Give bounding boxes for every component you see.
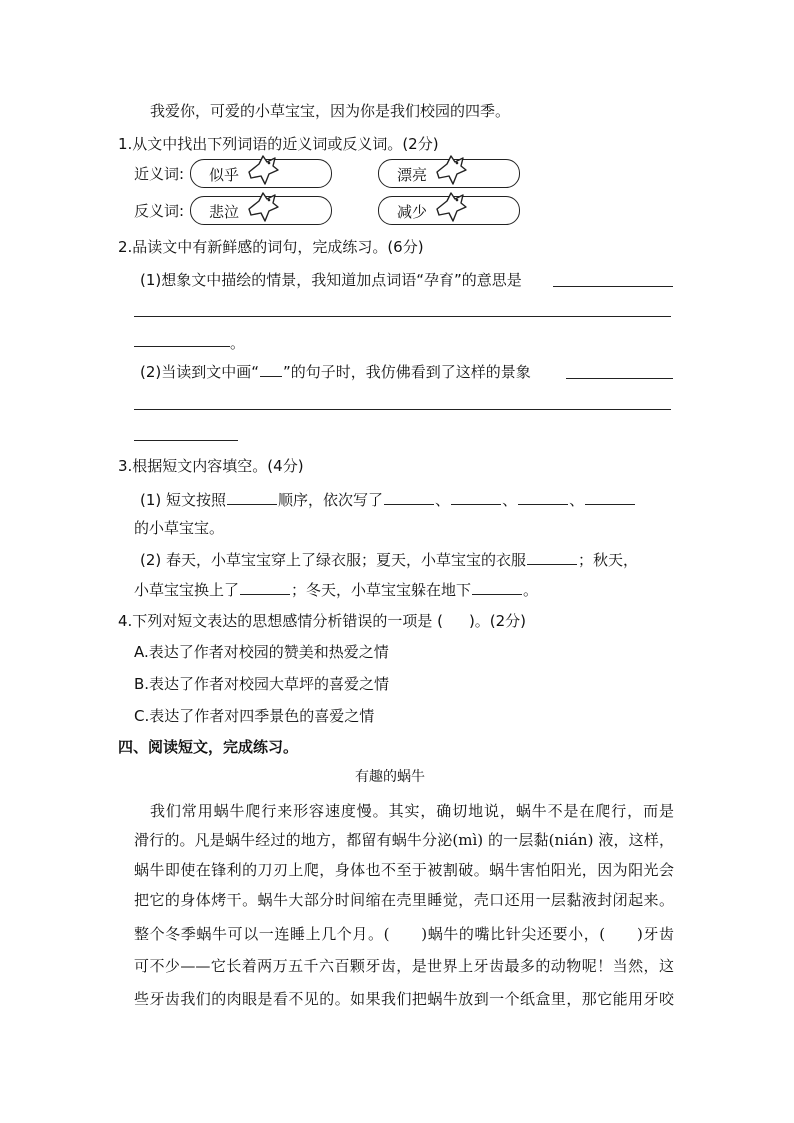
q4-title bbox=[118, 611, 526, 631]
antonym-label: 反义词: bbox=[134, 202, 185, 220]
q2-part1-end: 。 bbox=[230, 334, 246, 352]
q3-text: (1) 短文按照 bbox=[140, 491, 227, 509]
answer-line[interactable] bbox=[384, 490, 434, 505]
bird-icon bbox=[245, 154, 281, 188]
q2-part1: (1)想象文中描绘的情景，我知道加点词语“孕育”的意思是 bbox=[140, 271, 522, 289]
q4-option-b[interactable]: B.表达了作者对校园大草坪的喜爱之情 bbox=[134, 675, 390, 693]
word-box-2[interactable] bbox=[378, 159, 520, 188]
answer-line[interactable] bbox=[585, 490, 635, 505]
q1-title: 1.从文中找出下列词语的近义词或反义词。(2分) bbox=[118, 135, 439, 153]
passage-line: 滑行的。凡是蜗牛经过的地方，都留有蜗牛分泌(mì) 的一层黏(nián) 液，这样， bbox=[134, 831, 674, 849]
word-box-1[interactable] bbox=[190, 159, 332, 188]
separator: 、 bbox=[435, 491, 451, 509]
q2-title: 2.品读文中有新鲜感的词句，完成练习。(6分) bbox=[118, 238, 424, 256]
passage-title: 有趣的蜗牛 bbox=[355, 769, 425, 785]
answer-line[interactable] bbox=[566, 378, 673, 379]
passage-line: 蜗牛即使在锋利的刀刃上爬，身体也不至于被割破。蜗牛害怕阳光，因为阳光会 bbox=[134, 861, 674, 879]
word-box-3[interactable] bbox=[190, 196, 332, 225]
q3-title: 3.根据短文内容填空。(4分) bbox=[118, 457, 304, 475]
answer-line[interactable] bbox=[553, 286, 673, 287]
bird-icon bbox=[245, 191, 281, 225]
answer-line[interactable] bbox=[134, 316, 671, 317]
answer-line[interactable] bbox=[134, 346, 230, 347]
passage-line: 把它的身体烤干。蜗牛大部分时间缩在壳里睡觉，壳口还用一层黏液封闭起来。 bbox=[134, 891, 674, 909]
word-box-4[interactable] bbox=[378, 196, 520, 225]
answer-line[interactable] bbox=[240, 580, 290, 595]
q4-option-c[interactable]: C.表达了作者对四季景色的喜爱之情 bbox=[134, 707, 375, 725]
synonym-label: 近义词: bbox=[134, 165, 185, 183]
q2-part2-pre: (2)当读到文中画“ bbox=[140, 363, 260, 381]
answer-line[interactable] bbox=[451, 490, 501, 505]
q2-part2 bbox=[140, 362, 531, 382]
answer-line[interactable] bbox=[134, 409, 671, 410]
section-heading: 四、阅读短文，完成练习。 bbox=[118, 738, 299, 756]
passage-line: 些牙齿我们的肉眼是看不见的。如果我们把蜗牛放到一个纸盒里，那它能用牙咬 bbox=[134, 990, 674, 1008]
q3-text: 。 bbox=[523, 581, 539, 599]
q3-text: (2) 春天，小草宝宝穿上了绿衣服；夏天，小草宝宝的衣服 bbox=[140, 551, 527, 569]
word-label: 似乎 bbox=[209, 166, 240, 184]
q3-part1 bbox=[140, 490, 636, 510]
answer-line[interactable] bbox=[527, 550, 577, 565]
word-label: 减少 bbox=[397, 203, 428, 221]
q4-option-a[interactable]: A.表达了作者对校园的赞美和热爱之情 bbox=[134, 643, 389, 661]
q4-text: 4.下列对短文表达的思想感情分析错误的一项是 ( bbox=[118, 612, 443, 630]
answer-line[interactable] bbox=[260, 362, 282, 377]
q3-part2-cont bbox=[134, 580, 538, 600]
separator: 、 bbox=[569, 491, 585, 509]
q4-text: )。(2分) bbox=[468, 612, 527, 630]
answer-line[interactable] bbox=[472, 580, 522, 595]
separator: 、 bbox=[502, 491, 518, 509]
q3-text: 小草宝宝换上了 bbox=[134, 581, 240, 599]
word-label: 漂亮 bbox=[397, 166, 428, 184]
word-label: 悲泣 bbox=[209, 203, 240, 221]
q3-part2 bbox=[140, 550, 638, 570]
answer-line[interactable] bbox=[227, 490, 277, 505]
passage-line: 可不少——它长着两万五千六百颗牙齿，是世界上牙齿最多的动物呢！当然，这 bbox=[134, 957, 674, 975]
intro-line: 我爱你，可爱的小草宝宝，因为你是我们校园的四季。 bbox=[150, 102, 511, 120]
answer-line[interactable] bbox=[134, 440, 238, 441]
q2-part2-post: ”的句子时，我仿佛看到了这样的景象 bbox=[283, 363, 531, 381]
answer-line[interactable] bbox=[518, 490, 568, 505]
passage-line: 我们常用蜗牛爬行来形容速度慢。其实，确切地说，蜗牛不是在爬行，而是 bbox=[150, 802, 674, 820]
q3-text: ；秋天， bbox=[578, 551, 639, 569]
q3-part1-end: 的小草宝宝。 bbox=[134, 519, 225, 537]
passage-line: 整个冬季蜗牛可以一连睡上几个月。( )蜗牛的嘴比针尖还要小，( )牙齿 bbox=[134, 925, 674, 943]
bird-icon bbox=[433, 154, 469, 188]
bird-icon bbox=[433, 191, 469, 225]
q3-text: 顺序，依次写了 bbox=[278, 491, 384, 509]
q3-text: ；冬天，小草宝宝躲在地下 bbox=[291, 581, 472, 599]
